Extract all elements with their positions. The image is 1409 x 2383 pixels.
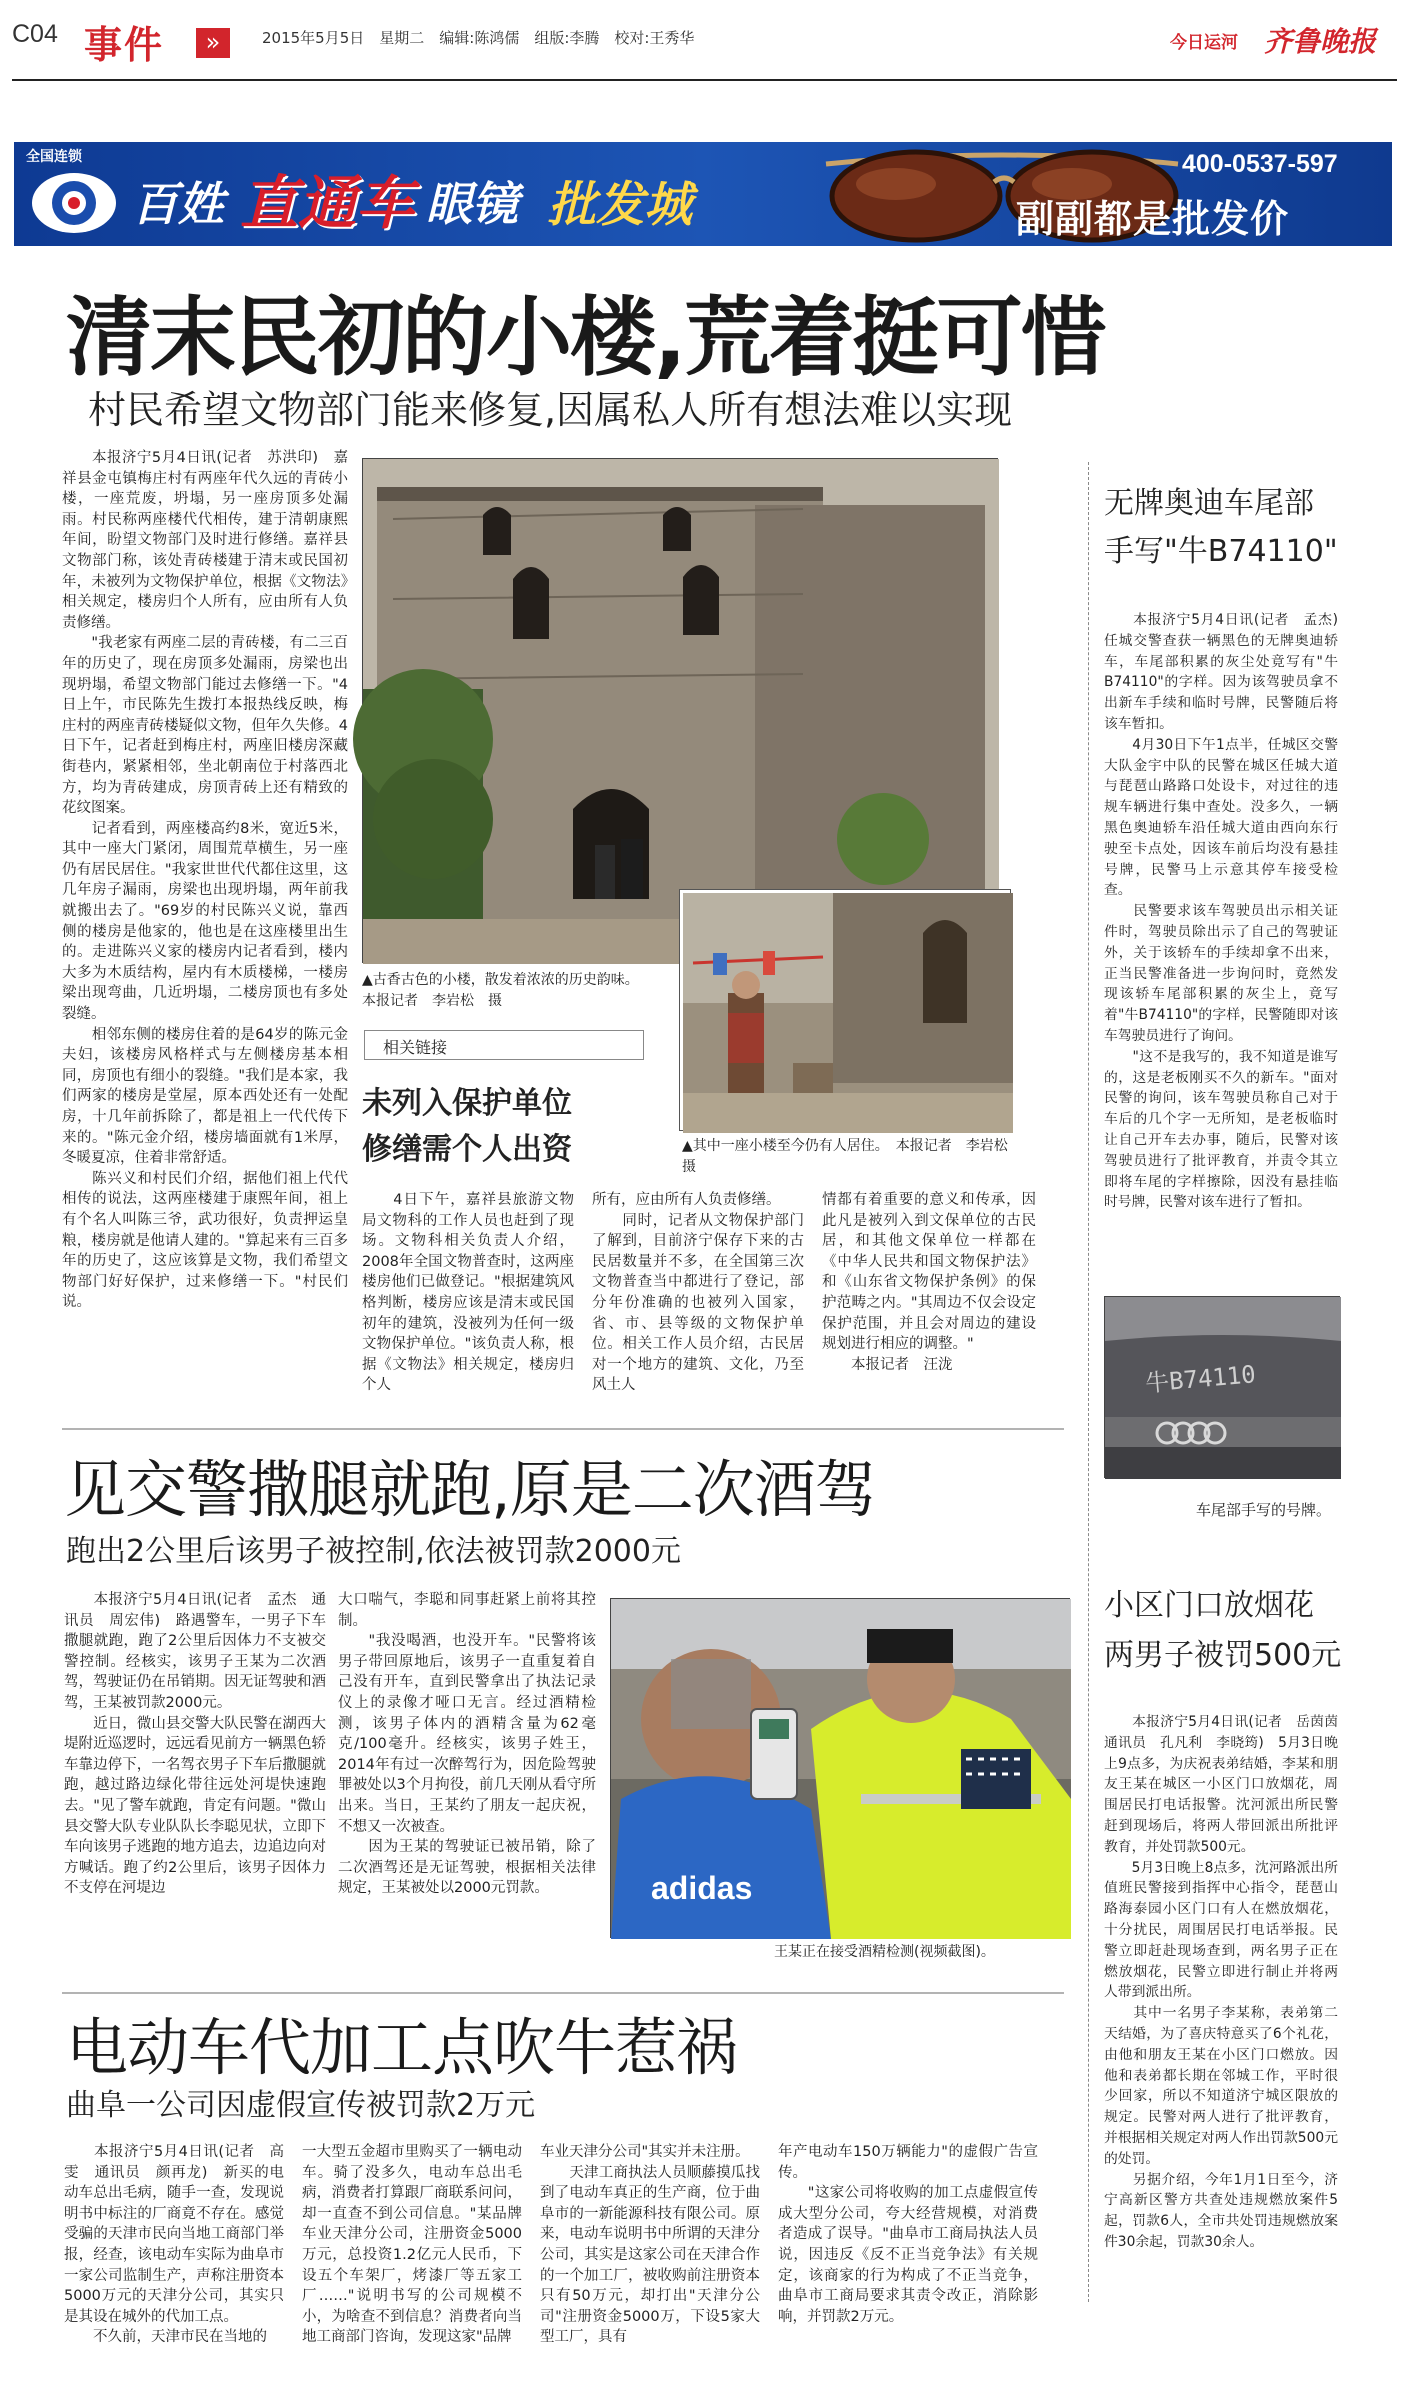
story1-bottom-col2: 所有，应由所有人负责修缮。 同时，记者从文物保护部门了解到，目前济宁保存下来的古民居数量并不多，在全国第三次文物普查当中都进行了登记，部分年份准确的也被列入国家，省、市、县等级的文物保护单位。相关工作人员介绍，古民居对一个地方的建筑、文化，乃至风土人 xyxy=(592,1192,804,1394)
ad-phone[interactable]: 400-0537-597 xyxy=(1182,150,1338,178)
section-arrow-badge xyxy=(196,28,230,58)
sidebar1-car-photo xyxy=(1104,1296,1340,1478)
ad-part3: 眼镜 xyxy=(426,177,518,231)
jersey-text: adidas xyxy=(651,1870,753,1906)
story2-subhead: 跑出2公里后该男子被控制,依法被罚款2000元 xyxy=(66,1534,681,1569)
paper-logo: 齐鲁晚报 xyxy=(1264,25,1377,58)
ad-part1: 百姓 xyxy=(132,177,224,231)
related-title-line2: 修缮需个人出资 xyxy=(362,1132,572,1167)
story1-inset-photo xyxy=(680,890,1010,1130)
story3-body-col2: 一大型五金超市里购买了一辆电动车。骑了没多久，电动车总出毛病，消费者打算跟厂商联系问问，却一直查不到公司信息。"某品牌车业天津分公司，注册资金5000万元，总投资1.2亿元人民币，下设五个车架厂，烤漆厂等五家工厂……"说明书写的公司规模不小，为啥查不到信息？消费者向当地工商部门咨询，发现这家"品牌 xyxy=(302,2144,522,2346)
courtyard-illustration xyxy=(683,893,1013,1133)
page-header xyxy=(0,0,1409,82)
story1-photo2-caption: ▲其中一座小楼至今仍有人居住。 本报记者 李岩松 摄 xyxy=(682,1138,1022,1175)
sidebar1-body: 本报济宁5月4日讯(记者 孟杰) 任城交警查获一辆黑色的无牌奥迪轿车，车尾部积累的灰尘处竟写有"牛B74110"的字样。因为该驾驶员拿不出新车手续和临时号牌，民警随后将该车暂扣。 4月30日下午1点半，任城区交警大队金宇中队的民警在城区任城大道与琵琶山路路口处设卡，对过往的违规车辆进行集中查处。没多久，一辆黑色奥迪轿车沿任城大道由西向东行驶至卡点处，因该车前后均没有悬挂号牌，民警马上示意其停车接受检查。 民警要求该车驾驶员出示相关证件时，驾驶员除出示了自己的驾驶证外，关于该轿车的手续却拿不出来，正当民警准备进一步询问时，竟然发现该轿车尾部积累的灰尘上，竟写着"牛B74110"的字样，民警随即对该车驾驶员进行了询问。 "这不是我写的，我不知道是谁写的，这是老板刚买不久的新车。"面对民警的询问，该车驾驶员称自己对于车后的几个字一无所知，是老板临时让自己开车去办事，随后，民警对该驾驶员进行了批评教育，并责令其立即将车尾的字样擦除，因没有悬挂临时号牌，民警对该车进行了暂扣。 xyxy=(1104,612,1338,1211)
story1-body-col1: 本报济宁5月4日讯(记者 苏洪印) 嘉祥县金屯镇梅庄村有两座年代久远的青砖小楼，一座荒废，坍塌，另一座房顶多处漏雨。村民称两座楼代代相传，建于清朝康熙年间，盼望文物部门及时进行修缮。嘉祥县文物部门称，该处青砖楼建于清末或民国初年，未被列为文物保护单位，根据《文物法》相关规定，楼房归个人所有，应由所有人负责修缮。 "我老家有两座二层的青砖楼，有二三百年的历史了，现在房顶多处漏雨，房梁也出现坍塌，希望文物部门能过去修缮一下。"4日上午，市民陈先生拨打本报热线反映，梅庄村的两座青砖楼疑似文物，但年久失修。4日下午，记者赶到梅庄村，两座旧楼房深藏街巷内，紧紧相邻，坐北朝南位于村落西北方，均为青砖建成，房顶青砖上还有精致的花纹图案。 记者看到，两座楼高约8米，宽近5米，其中一座大门紧闭，周围荒草横生，另一座仍有居民居住。"我家世世代代都住这里，这几年房子漏雨，房梁也出现坍塌，两年前我就搬出去了。"69岁的村民陈兴义说，靠西侧的楼房是他家的，他也是在这座楼里出生的。走进陈兴义家的楼房内记者看到，楼内大多为木质结构，屋内有木质楼梯，一楼房梁出现弯曲，几近坍塌，二楼房顶也有多处裂缝。 相邻东侧的楼房住着的是64岁的陈元金夫妇，该楼房风格样式与左侧楼房基本相同，房顶也有细小的裂缝。"我们是本家，我们两家的楼房是堂屋，原本西处还有一处配房，十几年前拆除了，都是祖上一代代传下来的。"陈元金介绍，楼房墙面就有1米厚，冬暖夏凉，住着非常舒适。 陈兴义和村民们介绍，据他们祖上代代相传的说法，这两座楼建于康熙年间，祖上有个名人叫陈三爷，武功很好，负责押运皇粮，楼房就是他请人建的。"算起来有三百多年的历史了，这应该算是文物，我们希望文物部门好好保护，过来修缮一下。"村民们说。 xyxy=(62,450,348,1311)
sidebar2-body: 本报济宁5月4日讯(记者 岳茵茵 通讯员 孔凡利 李晓筠) 5月3日晚上9点多，为庆祝表弟结婚，李某和朋友王某在城区一小区门口放烟花，周围居民打电话报警。沈河派出所民警赶到现场后，将两人带回派出所批评教育，并处罚款500元。 5月3日晚上8点多，沈河路派出所值班民警接到指挥中心指令，琵琶山路海泰园小区门口有人在燃放烟花，十分扰民，周围居民打电话举报。民警立即赶赴现场查到，两名男子正在燃放烟花，民警立即进行制止并将两人带到派出所。 其中一名男子李某称，表弟第二天结婚，为了喜庆特意买了6个礼花，由他和朋友王某在小区门口燃放。因他和表弟都长期在邻城工作，平时很少回家，所以不知道济宁城区限放的规定。民警对两人进行了批评教育，并根据相关规定对两人作出罚款500元的处罚。 另据介绍，今年1月1日至今，济宁高新区警方共查处违规燃放案件5起，罚款6人，全市共处罚违规燃放案件30余起，罚款30余人。 xyxy=(1104,1714,1338,2250)
old-building-illustration xyxy=(363,459,999,964)
sidebar1-headline-line2: 手写"牛B74110" xyxy=(1104,534,1338,569)
related-link-box xyxy=(364,1030,644,1060)
ad-part2: 直通车 xyxy=(240,169,415,237)
story3-subhead: 曲阜一公司因虚假宣传被罚款2万元 xyxy=(66,2088,536,2123)
sidebar1-headline-line1: 无牌奥迪车尾部 xyxy=(1104,486,1314,521)
issue-meta: 2015年5月5日 星期二 编辑:陈鸿儒 组版:李腾 校对:王秀华 xyxy=(262,29,695,47)
city-edition: 今日运河 xyxy=(1170,33,1238,53)
sidebar2-headline-line1: 小区门口放烟花 xyxy=(1104,1588,1314,1623)
right-column-divider xyxy=(1088,462,1089,2302)
ad-slogan: 副副都是批发价 xyxy=(1016,197,1290,241)
audi-trunk-illustration xyxy=(1105,1297,1341,1479)
eye-logo-icon xyxy=(28,168,120,238)
story1-subhead: 村民希望文物部门能来修复,因属私人所有想法难以实现 xyxy=(88,388,1013,432)
story1-headline: 清末民初的小楼,荒着挺可惜 xyxy=(66,288,1105,388)
story2-photo xyxy=(610,1598,1070,1938)
story3-headline: 电动车代加工点吹牛惹祸 xyxy=(66,2011,738,2084)
section-label: 事件 xyxy=(84,23,165,67)
story1-main-photo xyxy=(362,458,998,963)
story2-body-col2: 大口喘气，李聪和同事赶紧上前将其控制。 "我没喝酒，也没开车。"民警将该男子带回原地后，该男子一直重复着自己没有开车，直到民警拿出了执法记录仪上的录像才哑口无言。经过酒精检测，该男子体内的酒精含量为62毫克/100毫升。经核实，该男子姓王，2014年有过一次醉驾行为，因危险驾驶罪被处以3个月拘役，前几天刚从看守所出来。当日，王某约了朋友一起庆祝，不想又一次被查。 因为王某的驾驶证已被吊销，除了二次酒驾还是无证驾驶，根据相关法律规定，王某被处以2000元罚款。 xyxy=(338,1592,596,1897)
sidebar2-headline-line2: 两男子被罚500元 xyxy=(1104,1638,1342,1673)
ad-banner[interactable] xyxy=(14,142,1392,246)
story3-body-col3: 车业天津分公司"其实并未注册。 天津工商执法人员顺藤摸瓜找到了电动车真正的生产商，位于曲阜市的一新能源科技有限公司。原来，电动车说明书中所谓的天津分公司，其实是这家公司在天津合作的一个加工厂，被收购前注册资本只有50万元，却打出"天津分公司"注册资金5000万，下设5家大型工厂，具有 xyxy=(540,2144,760,2346)
story1-bottom-col3: 情都有着重要的意义和传承，因此凡是被列入到文保单位的古民居，和其他文保单位一样都在《中华人民共和国文物保护法》和《山东省文物保护条例》的保护范畴之内。"其周边不仅会设定保护范围，并且会对周边的建设规划进行相应的调整。" 本报记者 汪泷 xyxy=(822,1192,1036,1373)
story3-top-rule xyxy=(62,1992,1064,1994)
story3-body-col1: 本报济宁5月4日讯(记者 高雯 通讯员 颜再龙) 新买的电动车总出毛病，随手一查，发现说明书中标注的厂商竟不存在。感觉受骗的天津市民向当地工商部门举报，经查，该电动车实际为曲阜市一家公司监制生产，声称注册资本5000万元的天津分公司，其实只是其设在城外的代加工点。 不久前，天津市民在当地的 xyxy=(64,2144,284,2346)
ad-tag: 全国连锁 xyxy=(26,149,82,165)
story2-top-rule xyxy=(62,1428,1064,1430)
page-code: C04 xyxy=(12,20,58,48)
plate-scrawl: 牛B74110 xyxy=(1144,1360,1257,1398)
breath-test-illustration xyxy=(611,1599,1071,1939)
story1-photo1-caption: ▲古香古色的小楼，散发着浓浓的历史韵味。 本报记者 李岩松 摄 xyxy=(362,972,646,1009)
story2-body-col1: 本报济宁5月4日讯(记者 孟杰 通讯员 周宏伟) 路遇警车，一男子下车撒腿就跑，跑了2公里后因体力不支被交警控制。经核实，该男子王某为二次酒驾，驾驶证仍在吊销期。因无证驾驶和酒驾，王某被罚款2000元。 近日，微山县交警大队民警在湖西大堤附近巡逻时，远远看见前方一辆黑色轿车靠边停下，一名驾衣男子下车后撒腿就跑，越过路边绿化带往远处河堤快速跑去。"见了警车就跑，肯定有问题。"微山县交警大队专业队队长李聪见状，立即下车向该男子逃跑的地方追去，边追边向对方喊话。跑了约2公里后，该男子因体力不支停在河堤边 xyxy=(64,1592,326,1897)
header-rule xyxy=(12,79,1397,81)
story2-photo-caption: 王某正在接受酒精检测(视频截图)。 xyxy=(774,1944,995,1960)
chevron-right-icon: » xyxy=(205,28,221,56)
story3-body-col4: 年产电动车150万辆能力"的虚假广告宣传。 "这家公司将收购的加工点虚假宣传成大型分公司，夸大经营规模，对消费者造成了误导。"曲阜市工商局执法人员说，因违反《反不正当竞争法》有关规定，该商家的行为构成了不正当竞争，曲阜市工商局要求其责令改正，消除影响，并罚款2万元。 xyxy=(778,2144,1038,2325)
story1-bottom-col1: 4日下午，嘉祥县旅游文物局文物科的工作人员也赶到了现场。文物科相关负责人介绍，2008年全国文物普查时，这两座楼房他们已做登记。"根据建筑风格判断，楼房应该是清末或民国初年的建筑，没被列为任何一级文物保护单位。"该负责人称，根据《文物法》相关规定，楼房归个人 xyxy=(362,1192,574,1394)
sidebar1-photo-caption: 车尾部手写的号牌。 xyxy=(1196,1501,1332,1519)
ad-part4: 批发城 xyxy=(548,177,693,233)
related-title-line1: 未列入保护单位 xyxy=(362,1086,572,1121)
related-link-label: 相关链接 xyxy=(383,1038,448,1057)
story2-headline: 见交警撒腿就跑,原是二次酒驾 xyxy=(64,1453,876,1526)
